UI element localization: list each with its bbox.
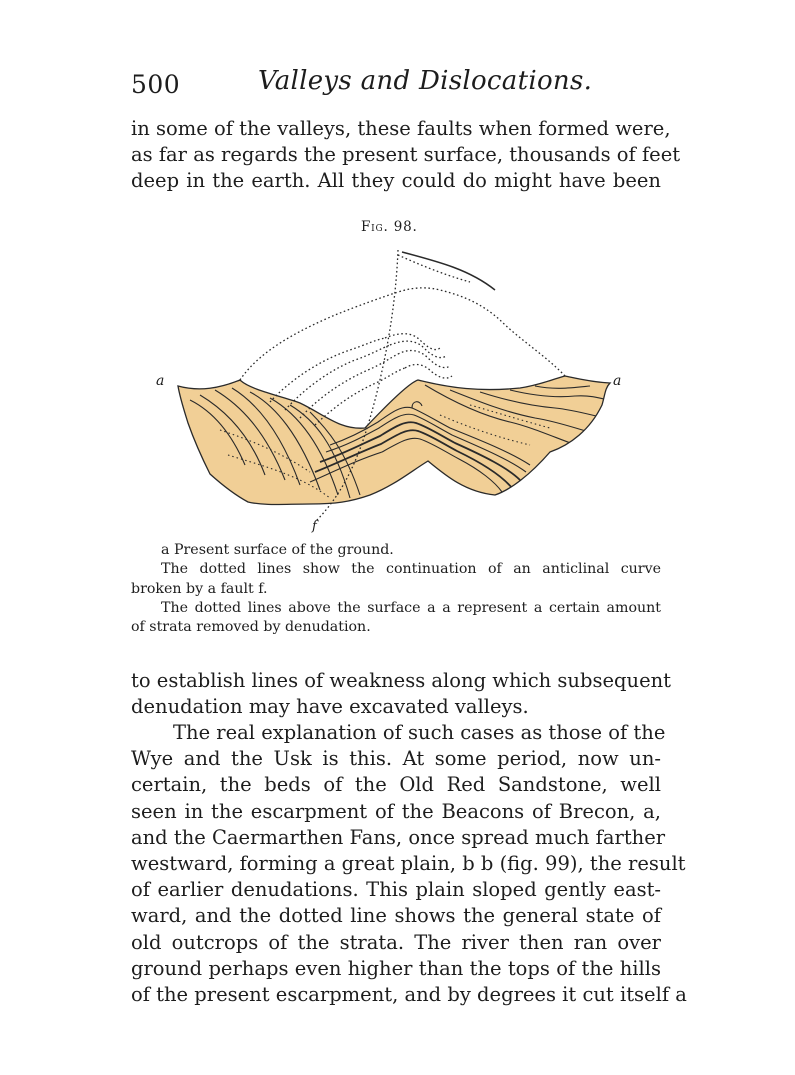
text-line: Wye and the Usk is this. At some period, now un- bbox=[131, 747, 661, 771]
text-line: to establish lines of weakness along which subsequent bbox=[131, 669, 672, 692]
text-line: as far as regards the present surface, thousands of feet bbox=[131, 143, 681, 167]
paragraph-real-explanation bbox=[131, 720, 687, 1008]
text-line: certain, the beds of the Old Red Sandstone, well bbox=[131, 773, 661, 797]
text-line: ground perhaps even higher than the tops of the hills bbox=[131, 956, 661, 980]
text-line: The real explanation of such cases as those of the bbox=[173, 721, 666, 744]
caption-line: The dotted lines above the surface a a represent a certain amount bbox=[161, 599, 661, 616]
text-line: seen in the escarpment of the Beacons of Brecon, a, bbox=[131, 799, 661, 823]
text-line: westward, forming a great plain, b b (fig. 99), the result bbox=[131, 852, 686, 876]
geology-cross-section bbox=[150, 240, 630, 540]
caption-line: broken by a fault f. bbox=[131, 580, 268, 597]
figure-diagram bbox=[150, 240, 630, 540]
figure-caption bbox=[131, 541, 661, 637]
text-line: of the present escarpment, and by degrees it cut itself a bbox=[131, 983, 687, 1007]
caption-line: The dotted lines show the continuation of an anticlinal curve bbox=[161, 561, 661, 578]
paragraph-top bbox=[131, 116, 681, 195]
figure-letter-a-left: a bbox=[156, 373, 165, 389]
figure-letter-f: f bbox=[312, 519, 317, 534]
text-line: in some of the valleys, these faults when formed were, bbox=[131, 117, 671, 140]
running-head: Valleys and Dislocations. bbox=[258, 66, 593, 96]
text-line: old outcrops of the strata. The river then ran over bbox=[131, 930, 661, 954]
caption-line: a Present surface of the ground. bbox=[161, 542, 394, 558]
figure-label: Fig. 98. bbox=[361, 219, 418, 235]
text-line: ward, and the dotted line shows the general state of bbox=[131, 904, 661, 928]
text-line: and the Caermarthen Fans, once spread much farther bbox=[131, 825, 666, 849]
figure-letter-a-right: a bbox=[613, 373, 622, 389]
text-line: deep in the earth. All they could do might have been bbox=[131, 169, 661, 193]
page-number: 500 bbox=[131, 70, 181, 99]
caption-line: of strata removed by denudation. bbox=[131, 619, 371, 636]
text-line: of earlier denudations. This plain sloped gently east- bbox=[131, 878, 661, 902]
text-line: denudation may have excavated valleys. bbox=[131, 695, 529, 719]
paragraph-continued bbox=[131, 668, 672, 720]
